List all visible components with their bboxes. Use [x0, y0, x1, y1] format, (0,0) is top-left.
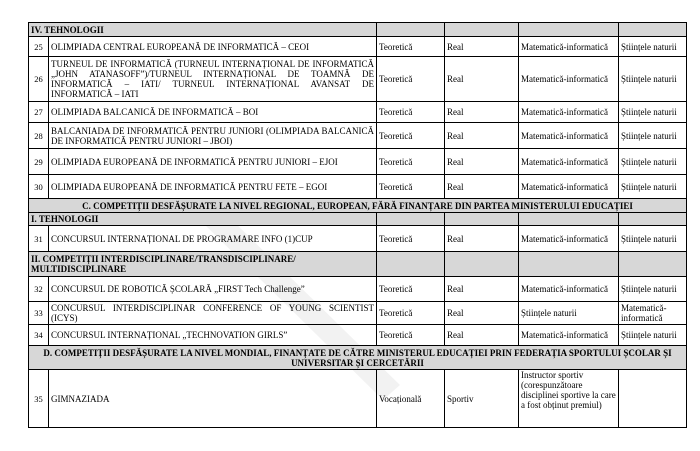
table-row: 31 CONCURSUL INTERNAȚIONAL DE PROGRAMARE INFO (1)CUP Teoretică Real Matematică-informatică Științele naturii	[29, 226, 687, 252]
table-row: 33 CONCURSUL INTERDISCIPLINAR CONFERENCE OF YOUNG SCIENTIST (ICYS) Teoretică Real Științele naturii Matematică-informatică	[29, 302, 687, 325]
competition-name: BALCANIADA DE INFORMATICĂ PENTRU JUNIORI (OLIMPIADA BALCANICĂ DE INFORMATICĂ PENTRU JUNIORI – JBOI)	[49, 123, 377, 149]
table-row: 34 CONCURSUL INTERNAȚIONAL „TECHNOVATION GIRLS” Teoretică Real Matematică-informatică Științele naturii	[29, 325, 687, 346]
table-row: 26 TURNEUL DE INFORMATICĂ (TURNEUL INTERNAȚIONAL DE INFORMATICĂ „JOHN ATANASOFF”)/TURNEUL INTERNAȚIONAL DE TOAMNĂ DE INFORMATICĂ – IATI/ TURNEUL INTERNAȚIONAL AVANSAT DE INFORMATICĂ – IATI Teoretică Real Matematică-informatică Științele naturii	[29, 57, 687, 102]
competition-name: OLIMPIADA CENTRAL EUROPEANĂ DE INFORMATICĂ – CEOI	[49, 37, 377, 57]
competition-name: CONCURSUL INTERNAȚIONAL „TECHNOVATION GIRLS”	[49, 325, 377, 346]
section-c-title: C. COMPETIȚII DESFĂȘURATE LA NIVEL REGIONAL, EUROPEAN, FĂRĂ FINANȚARE DIN PARTEA MINISTERULUI EDUCAȚIEI	[29, 199, 687, 213]
table-row: 32 CONCURSUL DE ROBOTICĂ ȘCOLARĂ „FIRST Tech Challenge” Teoretică Real Matematică-informatică Științele naturii	[29, 277, 687, 302]
section-iv-label: IV. TEHNOLOGII	[29, 23, 377, 37]
competition-name: OLIMPIADA BALCANICĂ DE INFORMATICĂ – BOI	[49, 102, 377, 123]
table-row: 28 BALCANIADA DE INFORMATICĂ PENTRU JUNIORI (OLIMPIADA BALCANICĂ DE INFORMATICĂ PENTRU JUNIORI – JBOI) Teoretică Real Matematică-informatică Științele naturii	[29, 123, 687, 149]
table-row: 35 GIMNAZIADA Vocațională Sportiv Instructor sportiv (corespunzătoare disciplinei sportive la care a fost obținut premiul)	[29, 370, 687, 428]
competition-name: OLIMPIADA EUROPEANĂ DE INFORMATICĂ PENTRU FETE – EGOI	[49, 175, 377, 199]
section-c-i-row	[29, 213, 687, 226]
competition-name: GIMNAZIADA	[49, 370, 377, 428]
section-c-ii-row	[29, 252, 687, 277]
table-row: 29 OLIMPIADA EUROPEANĂ DE INFORMATICĂ PENTRU JUNIORI – EJOI Teoretică Real Matematică-informatică Științele naturii	[29, 149, 687, 175]
table-row: 25 OLIMPIADA CENTRAL EUROPEANĂ DE INFORMATICĂ – CEOI Teoretică Real Matematică-informatică Științele naturii	[29, 37, 687, 57]
section-d-row	[29, 346, 687, 370]
section-c-ii-label: II. COMPETIȚII INTERDISCIPLINARE/TRANSDISCIPLINARE/ MULTIDISCIPLINARE	[29, 252, 377, 277]
section-iv-row	[29, 23, 687, 37]
section-c-row	[29, 199, 687, 213]
competition-name: CONCURSUL DE ROBOTICĂ ȘCOLARĂ „FIRST Tech Challenge”	[49, 277, 377, 302]
competitions-table	[28, 22, 687, 428]
table-row: 30 OLIMPIADA EUROPEANĂ DE INFORMATICĂ PENTRU FETE – EGOI Teoretică Real Matematică-informatică Științele naturii	[29, 175, 687, 199]
competition-name: CONCURSUL INTERDISCIPLINAR CONFERENCE OF YOUNG SCIENTIST (ICYS)	[49, 302, 377, 325]
section-c-i-label: I. TEHNOLOGII	[29, 213, 377, 226]
competition-name: OLIMPIADA EUROPEANĂ DE INFORMATICĂ PENTRU JUNIORI – EJOI	[49, 149, 377, 175]
table-row: 27 OLIMPIADA BALCANICĂ DE INFORMATICĂ – BOI Teoretică Real Matematică-informatică Științele naturii	[29, 102, 687, 123]
section-d-title: D. COMPETIȚII DESFĂȘURATE LA NIVEL MONDIAL, FINANȚATE DE CĂTRE MINISTERUL EDUCAȚIEI PRIN FEDERAȚIA SPORTULUI ȘCOLAR ȘI UNIVERSITAR ȘI CERCETĂRII	[29, 346, 687, 370]
competition-name: CONCURSUL INTERNAȚIONAL DE PROGRAMARE INFO (1)CUP	[49, 226, 377, 252]
competition-name: TURNEUL DE INFORMATICĂ (TURNEUL INTERNAȚIONAL DE INFORMATICĂ „JOHN ATANASOFF”)/TURNEUL INTERNAȚIONAL DE TOAMNĂ DE INFORMATICĂ – IATI/ TURNEUL INTERNAȚIONAL AVANSAT DE INFORMATICĂ – IATI	[49, 57, 377, 102]
